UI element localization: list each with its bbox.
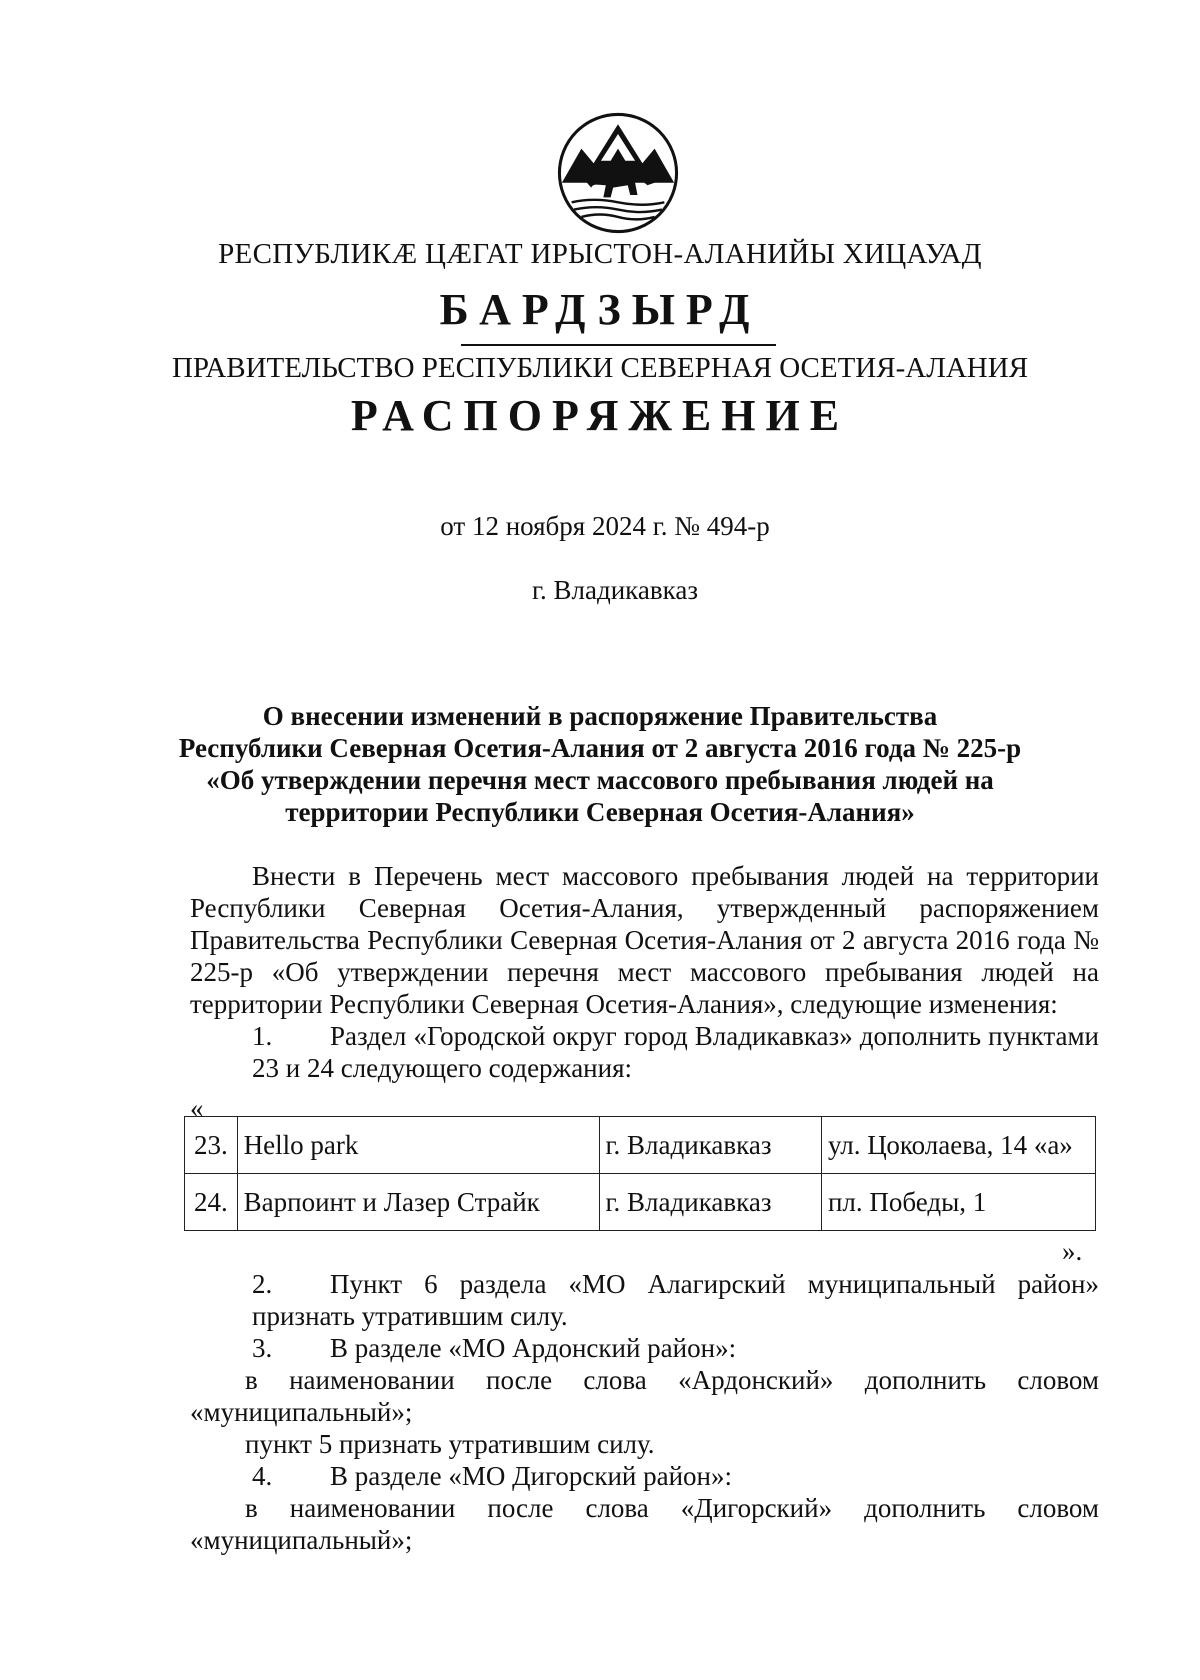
item-1 xyxy=(190,1020,1099,1084)
russian-document-type: РАСПОРЯЖЕНИЕ xyxy=(350,391,850,440)
item-4 xyxy=(190,1460,1099,1492)
item-text: В разделе «МО Дигорский район»: xyxy=(330,1461,733,1491)
ossetian-government-name: РЕСПУБЛИКÆ ЦÆГАТ ИРЫСТОН-АЛАНИЙЫ ХИЦАУАД xyxy=(218,238,982,270)
document-city: г. Владикавказ xyxy=(532,575,698,605)
ossetian-document-type: БАРДЗЫРД xyxy=(439,285,761,334)
title-line: «Об утверждении перечня мест массового пребывания людей на xyxy=(206,765,994,795)
document-date-number: от 12 ноября 2024 г. № 494-р xyxy=(440,511,770,541)
place-city: г. Владикавказ xyxy=(599,1117,821,1174)
table-row xyxy=(185,1117,1096,1174)
document-body-part1 xyxy=(190,860,1099,1084)
table-row xyxy=(185,1174,1096,1231)
item-text: В разделе «МО Ардонский район»: xyxy=(330,1333,737,1363)
item-number: 1. xyxy=(252,1021,273,1051)
coat-of-arms-icon xyxy=(557,112,679,234)
title-line: территории Республики Северная Осетия-Алания» xyxy=(285,797,915,827)
place-name: Hello park xyxy=(237,1117,599,1174)
item-3-sub-1: в наименовании после слова «Ардонский» дополнить словом «муниципальный»; xyxy=(190,1365,1099,1427)
header-divider xyxy=(461,344,776,346)
place-address: пл. Победы, 1 xyxy=(821,1174,1095,1231)
item-2 xyxy=(190,1268,1099,1332)
item-number: 4. xyxy=(252,1461,273,1491)
item-3 xyxy=(190,1332,1099,1364)
row-number: 24. xyxy=(185,1174,238,1231)
title-line: О внесении изменений в распоряжение Правительства xyxy=(262,701,938,731)
document-body-part2 xyxy=(190,1268,1099,1556)
item-text: Пункт 6 раздела «МО Алагирский муниципальный район» признать утратившим силу. xyxy=(252,1269,1099,1331)
item-number: 2. xyxy=(252,1269,273,1299)
place-address: ул. Цоколаева, 14 «а» xyxy=(821,1117,1095,1174)
row-number: 23. xyxy=(185,1117,238,1174)
item-text: Раздел «Городской округ город Владикавказ» дополнить пунктами 23 и 24 следующего содержания: xyxy=(252,1021,1099,1083)
places-table xyxy=(184,1116,1096,1231)
item-3-sub-2: пункт 5 признать утратившим силу. xyxy=(245,1429,655,1459)
item-4-sub-1: в наименовании после слова «Дигорский» дополнить словом «муниципальный»; xyxy=(190,1493,1099,1555)
intro-paragraph: Внести в Перечень мест массового пребывания людей на территории Республики Северная Осетия-Алания, утвержденный распоряжением Правительства Республики Северная Осетия-Алания от 2 августа 2016 года № 225-р «Об утверждении перечня мест массового пребывания людей на территории Республики Северная Осетия-Алания», следующие изменения: xyxy=(190,861,1099,1019)
place-name: Варпоинт и Лазер Страйк xyxy=(237,1174,599,1231)
item-number: 3. xyxy=(252,1333,273,1363)
russian-government-name: ПРАВИТЕЛЬСТВО РЕСПУБЛИКИ СЕВЕРНАЯ ОСЕТИЯ-АЛАНИЯ xyxy=(171,352,1029,384)
document-title xyxy=(0,700,1200,828)
quote-close: ». xyxy=(1062,1236,1083,1266)
title-line: Республики Северная Осетия-Алания от 2 августа 2016 года № 225-р xyxy=(178,733,1022,763)
quote-open: « xyxy=(190,1093,204,1123)
place-city: г. Владикавказ xyxy=(599,1174,821,1231)
